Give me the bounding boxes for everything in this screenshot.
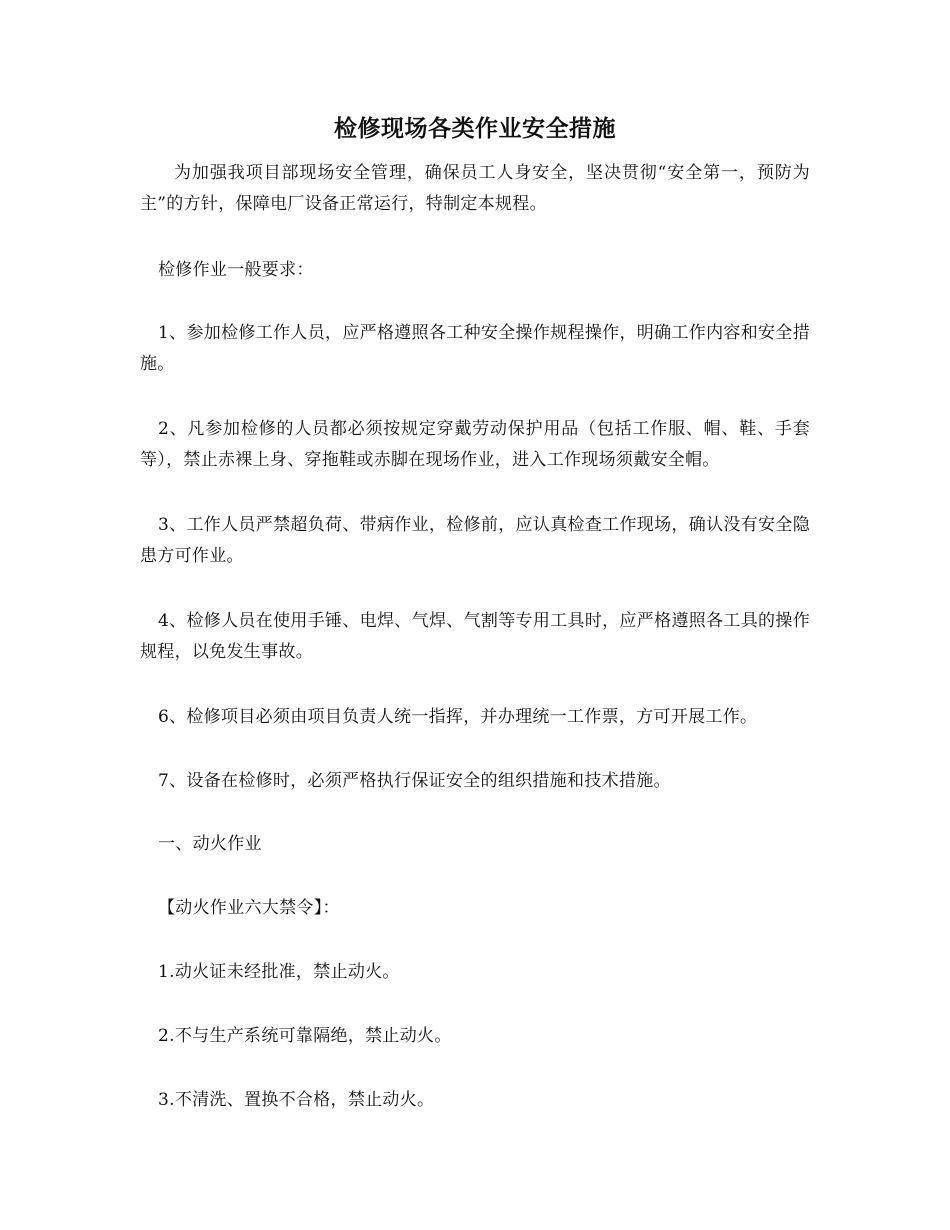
requirement-item-3: 3、工作人员严禁超负荷、带病作业，检修前，应认真检查工作现场，确认没有安全隐患方可作业。: [140, 515, 810, 566]
requirement-item-6: 6、检修项目必须由项目负责人统一指挥，并办理统一工作票，方可开展工作。: [158, 707, 758, 727]
intro-paragraph: 为加强我项目部现场安全管理，确保员工人身安全，坚决贯彻“安全第一，预防为主”的方针，保障电厂设备正常运行，特制定本规程。: [140, 163, 810, 214]
requirement-item-1: 1、参加检修工作人员，应严格遵照各工种安全操作规程操作，明确工作内容和安全措施。: [140, 323, 810, 374]
fire-ban-item-1: 1.动火证未经批准，禁止动火。: [158, 962, 400, 982]
page-title: 检修现场各类作业安全措施: [334, 115, 616, 142]
fire-bans-heading: 【动火作业六大禁令】：: [158, 898, 340, 918]
requirement-item-2: 2、凡参加检修的人员都必须按规定穿戴劳动保护用品（包括工作服、帽、鞋、手套等），禁止赤裸上身、穿拖鞋或赤脚在现场作业，进入工作现场须戴安全帽。: [140, 419, 810, 470]
requirement-item-4: 4、检修人员在使用手锤、电焊、气焊、气割等专用工具时，应严格遵照各工具的操作规程，以免发生事故。: [140, 611, 810, 662]
general-requirements-heading: 检修作业一般要求：: [158, 260, 314, 280]
requirement-item-7: 7、设备在检修时，必须严格执行保证安全的组织措施和技术措施。: [158, 771, 671, 791]
fire-ban-item-3: 3.不清洗、置换不合格，禁止动火。: [158, 1090, 435, 1110]
fire-ban-item-2: 2.不与生产系统可靠隔绝，禁止动火。: [158, 1026, 452, 1046]
section-heading-fire-work: 一、动火作业: [158, 834, 262, 854]
